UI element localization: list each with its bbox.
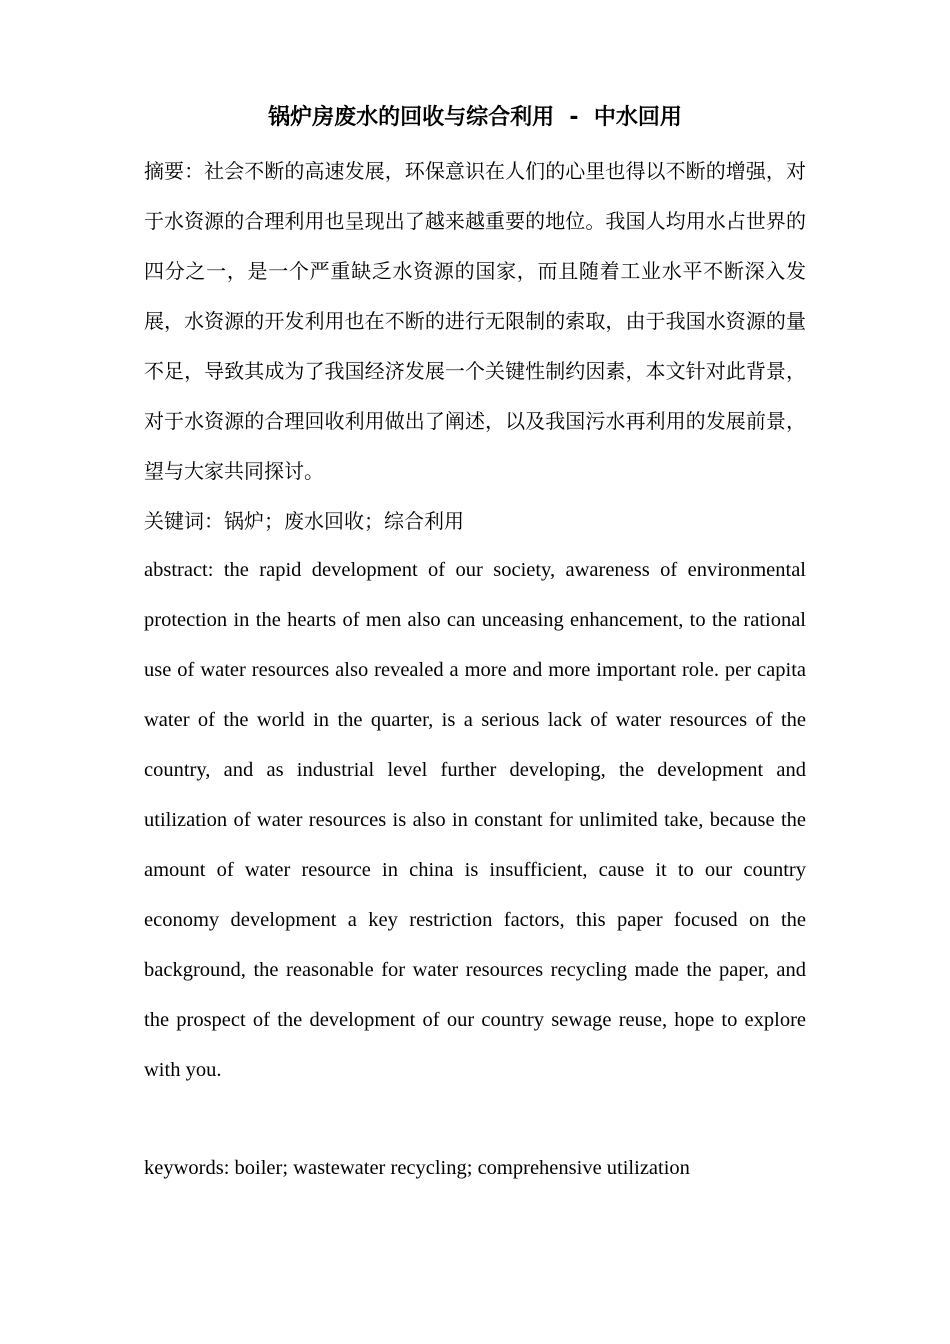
keywords-english: keywords: boiler; wastewater recycling; comprehensive utilization — [144, 1157, 690, 1179]
keywords-chinese: 关键词：锅炉；废水回收；综合利用 — [144, 509, 464, 533]
abstract-chinese: 摘要：社会不断的高速发展，环保意识在人们的心里也得以不断的增强，对于水资源的合理利用也呈现出了越来越重要的地位。我国人均用水占世界的四分之一，是一个严重缺乏水资源的国家，而且随着工业水平不断深入发展，水资源的开发利用也在不断的进行无限制的索取，由于我国水资源的量不足，导致其成为了我国经济发展一个关键性制约因素，本文针对此背景，对于水资源的合理回收利用做出了阐述，以及我国污水再利用的发展前景，望与大家共同探讨。 — [144, 159, 806, 483]
document-title: 锅炉房废水的回收与综合利用 - 中水回用 — [268, 105, 682, 130]
abstract-english: abstract: the rapid development of our society, awareness of environmental protection in the hearts of men also can unceasing enhancement, to the rational use of water resources also revealed a more and more important role. per capita water of the world in the quarter, is a serious lack of water resources of the country, and as industrial level further developing, the development and utilization of water resources is also in constant for unlimited take, because the amount of water resource in china is insufficient, cause it to our country economy development a key restriction factors, this paper focused on the background, the reasonable for water resources recycling made the paper, and the prospect of the development of our country sewage reuse, hope to explore with you. — [144, 559, 806, 1081]
